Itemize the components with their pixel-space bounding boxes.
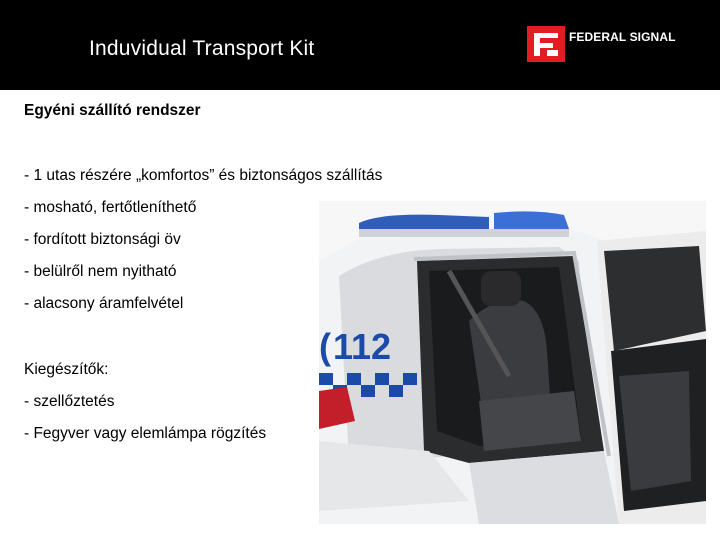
logo-icon — [527, 26, 565, 62]
car-number: 112 — [333, 326, 392, 367]
feature-item: - alacsony áramfelvétel — [24, 295, 184, 312]
feature-item: - belülről nem nyitható — [24, 263, 177, 280]
subtitle: Egyéni szállító rendszer — [24, 102, 201, 119]
svg-text:(: ( — [319, 326, 331, 367]
feature-item: - 1 utas részére „komfortos” és biztonságos szállítás — [24, 167, 383, 184]
accessories-heading: Kiegészítők: — [24, 361, 109, 378]
accessory-item: - szellőztetés — [24, 393, 115, 410]
federal-signal-logo — [527, 26, 697, 62]
accessory-item: - Fegyver vagy elemlámpa rögzítés — [24, 425, 267, 442]
police-car-photo — [319, 201, 706, 524]
slide-title: Induvidual Transport Kit — [89, 37, 315, 60]
logo-text: FEDERAL SIGNAL — [569, 30, 676, 44]
feature-item: - mosható, fertőtleníthető — [24, 199, 197, 216]
feature-item: - fordított biztonsági öv — [24, 231, 181, 248]
header-bar — [0, 0, 720, 90]
